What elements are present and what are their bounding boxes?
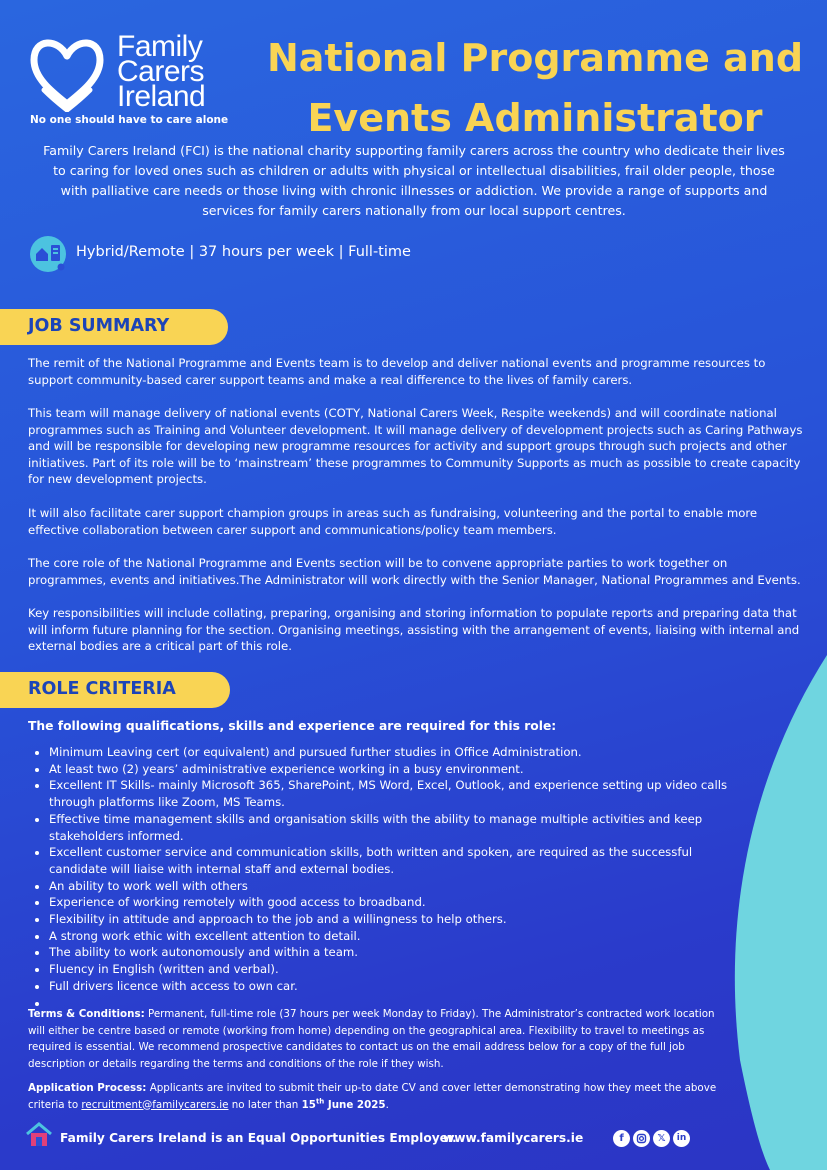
heart-hands-icon (30, 34, 104, 112)
logo-wordmark: Family Carers Ireland (117, 30, 206, 113)
page-title: National Programme and Events Administrator (266, 36, 804, 140)
list-item: • Flexibility in attitude and approach to the job and a willingness to help others. (49, 911, 749, 928)
list-item: • A strong work ethic with excellent attention to detail. (49, 928, 749, 945)
list-item: • Experience of working remotely with good access to broadband. (49, 894, 749, 911)
house-logo-icon (26, 1122, 52, 1148)
terms-label: Terms & Conditions: (28, 1008, 145, 1020)
criteria-lead: The following qualifications, skills and experience are required for this role: (28, 719, 557, 733)
equal-opportunities-statement: Family Carers Ireland is an Equal Opportunities Employer. (60, 1131, 457, 1145)
instagram-icon[interactable] (633, 1130, 650, 1147)
job-meta: Hybrid/Remote | 37 hours per week | Full-time (76, 244, 411, 260)
summary-paragraph: Key responsibilities will include collating, preparing, organising and storing information to populate reports and preparing data that will inform future planning for the section. Organising meetings, assisting with the arrangement of events, liaising with internal and external bodies are a critical part of this role. (28, 606, 800, 654)
list-item: • Fluency in English (written and verbal). (49, 961, 749, 978)
list-item: • Excellent customer service and communication skills, both written and spoken, are required as the successful candidate will liaise with internal staff and external bodies. (49, 844, 749, 877)
application-label: Application Process: (28, 1082, 147, 1094)
list-item: • At least two (2) years’ administrative experience working in a busy environment. (49, 761, 749, 778)
x-icon[interactable]: 𝕏 (653, 1130, 670, 1147)
logo-tagline: No one should have to care alone (30, 114, 229, 126)
list-item: • Minimum Leaving cert (or equivalent) and pursued further studies in Office Administration. (49, 744, 749, 761)
list-item: • An ability to work well with others (49, 878, 749, 895)
hybrid-work-icon (30, 236, 66, 272)
terms-and-conditions (28, 1006, 718, 1072)
facebook-icon[interactable]: f (613, 1130, 630, 1147)
list-item: • The ability to work autonomously and within a team. (49, 944, 749, 961)
list-item: • Full drivers licence with access to own car. (49, 978, 749, 995)
summary-paragraph: The core role of the National Programme and Events section will be to convene appropriate parties to work together on programmes, events and initiatives.The Administrator will work directly with the Senior Manager, National Programmes and Events. (28, 556, 801, 587)
family-carers-ireland-logo (30, 30, 229, 130)
role-criteria-heading: ROLE CRITERIA (0, 672, 230, 708)
application-process: Application Process: Applicants are invited to submit their up-to date CV and cover letter demonstrating how they meet the above criteria to recruitment@familycarers.ie no later than 15th June 2025. (28, 1082, 717, 1111)
criteria-list (28, 744, 749, 1011)
recruitment-email-link[interactable]: recruitment@familycarers.ie (81, 1098, 229, 1111)
deadline: 15th June 2025 (301, 1097, 386, 1111)
summary-paragraph: The remit of the National Programme and Events team is to develop and deliver national events and programme resources to support community-based carer support teams and make a real difference to the lives of family carers. (28, 356, 766, 387)
list-item: • Effective time management skills and organisation skills with the ability to manage multiple activities and keep stakeholders informed. (49, 811, 749, 844)
list-item: • Excellent IT Skills- mainly Microsoft 365, SharePoint, MS Word, Excel, Outlook, and experience setting up video calls through platforms like Zoom, MS Teams. (49, 777, 749, 810)
terms-text: Permanent, full-time role (37 hours per week Monday to Friday). The Administrator’s contracted work location will either be centre based or remote (working from home) depending on the geographical area. Flexibility to travel to meetings as required is essential. We recommend prospective candidates to contact us on the email address below for a copy of the full job description or details regarding the terms and conditions of the role if they wish. (28, 1008, 715, 1070)
intro-paragraph: Family Carers Ireland (FCI) is the national charity supporting family carers across the country who dedicate their lives to caring for loved ones such as children or adults with physical or intellectual disabilities, frail older people, those with palliative care needs or those living with chronic illnesses or addiction. We provide a range of supports and services for family carers nationally from our local support centres. (43, 143, 785, 218)
website-link[interactable]: www.familycarers.ie (443, 1131, 584, 1145)
summary-paragraph: This team will manage delivery of national events (COTY, National Carers Week, Respite weekends) and will coordinate national programmes such as Training and Volunteer development. It will manage delivery of development projects such as Caring Pathways and will be responsible for developing new programme resources for activity and support groups through such projects and other initiatives. Part of its role will be to ‘mainstream’ these programmes to Community Supports as much as possible to create capacity for new development projects. (28, 406, 803, 487)
summary-paragraph: It will also facilitate carer support champion groups in areas such as fundraising, volunteering and the portal to enable more effective collaboration between carer support and communications/policy team members. (28, 506, 758, 537)
linkedin-icon[interactable]: in (673, 1130, 690, 1147)
job-summary-heading: JOB SUMMARY (0, 309, 228, 345)
